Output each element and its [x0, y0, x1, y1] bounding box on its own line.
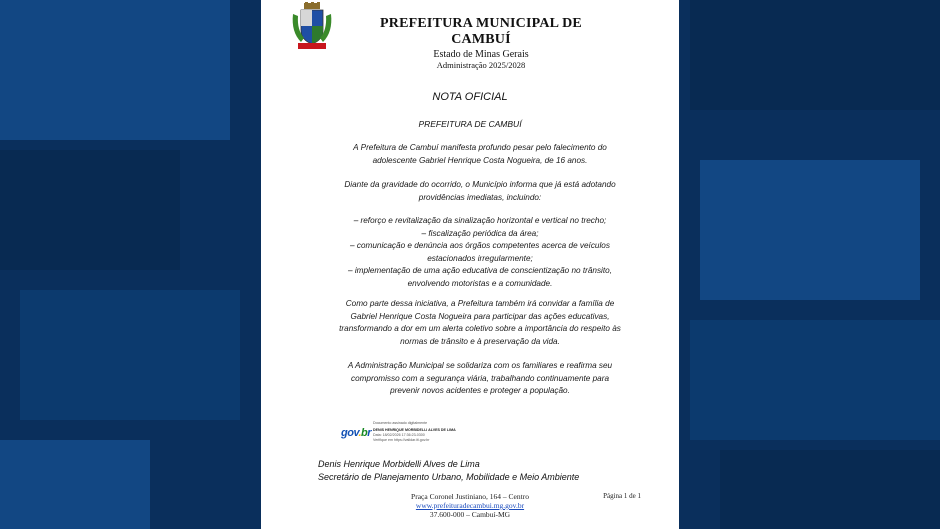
footer-website-link[interactable]: www.prefeituradecambui.mg.gov.br [415, 501, 525, 510]
signer-block [318, 458, 579, 483]
paragraph-3: Como parte dessa iniciativa, a Prefeitura também irá convidar a família de Gabriel Henrique Costa Nogueira para participar das ações educativas, transformando a dor em um alerta coletivo sobre a importância do respeito às normas de trânsito e à preservação da vida. [339, 299, 621, 346]
state-name: Estado de Minas Gerais [433, 49, 529, 60]
coat-of-arms-icon [291, 2, 333, 52]
letterhead [351, 16, 611, 70]
paragraph-4: A Administração Municipal se solidariza com os familiares e reafirma seu compromisso com a segurança viária, trabalhando continuamente para prevenir novos acidentes e proteger a população. [347, 361, 613, 396]
govbr-logo: gov.br [341, 427, 372, 439]
municipality-title: PREFEITURA MUNICIPAL DE CAMBUÍ [380, 16, 582, 47]
list-item: – comunicação e denúncia aos órgãos competentes acerca de veículos [350, 241, 610, 251]
list-item: estacionados irregularmente; [427, 253, 533, 263]
list-item: – reforço e revitalização da sinalização horizontal e vertical no trecho; [353, 216, 607, 225]
list-item: – fiscalização periódica da área; [421, 228, 539, 238]
signer-name: Denis Henrique Morbidelli Alves de Lima [318, 459, 480, 469]
document-subheading: PREFEITURA DE CAMBUÍ [418, 119, 522, 129]
footer-zip: 37.600-000 – Cambuí-MG [429, 510, 511, 519]
document-page [261, 0, 679, 529]
administration-term: Administração 2025/2028 [436, 60, 526, 70]
page-number: Página 1 de 1 [603, 492, 641, 500]
measures-list [301, 215, 659, 291]
digital-signature-stamp: gov.br Documento assinado digitalmente DENIS HENRIQUE MORBIDELLI ALVES DE LIMA Data: 18/02/2026 17:36:23-0300 Verifique em https://validar.iti.gov.br [341, 421, 456, 442]
footer-address: Praça Coronel Justiniano, 164 – Centro [411, 492, 529, 501]
paragraph-1: A Prefeitura de Cambuí manifesta profundo pesar pelo falecimento do adolescente Gabriel Henrique Costa Nogueira, de 16 anos. [353, 143, 607, 165]
document-heading: NOTA OFICIAL [432, 91, 508, 103]
paragraph-2: Diante da gravidade do ocorrido, o Município informa que já está adotando providências imediatas, incluindo: [344, 180, 616, 202]
list-item: – implementação de uma ação educativa de conscientização no trânsito, [348, 266, 612, 276]
signer-role: Secretário de Planejamento Urbano, Mobilidade e Meio Ambiente [318, 471, 580, 482]
list-item: envolvendo motoristas e a comunidade. [407, 278, 553, 288]
